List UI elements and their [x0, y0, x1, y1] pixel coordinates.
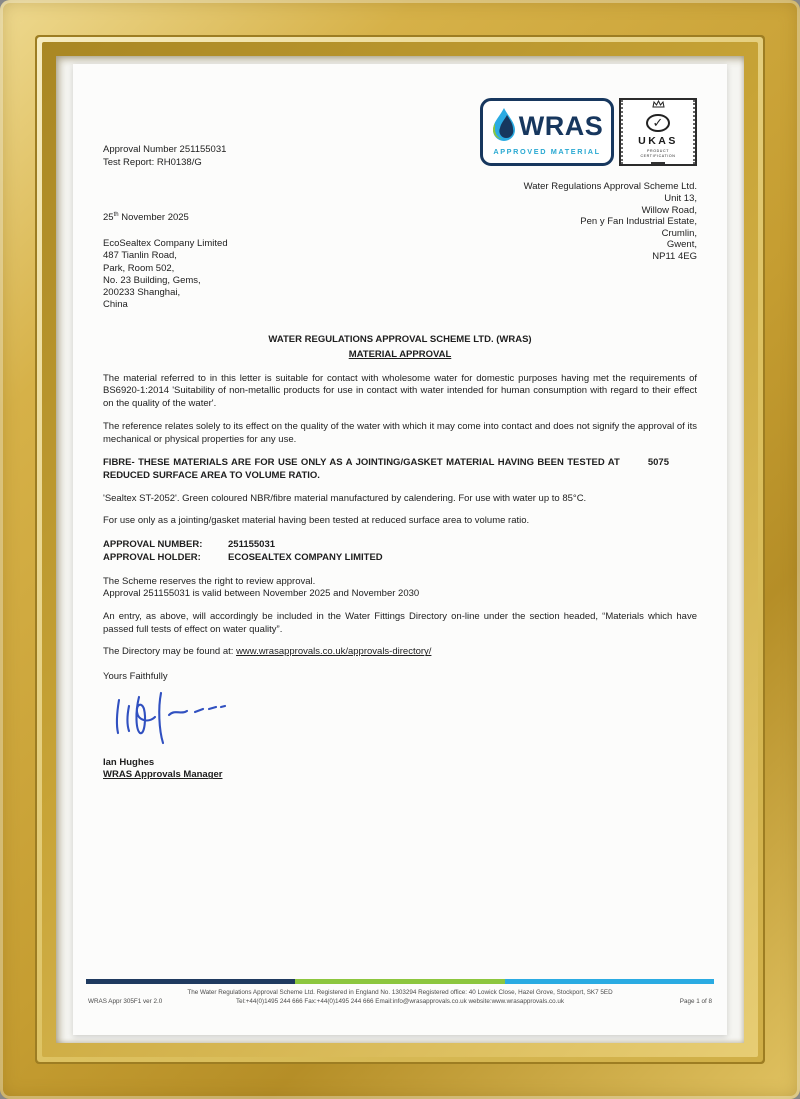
- wras-approved-material-logo: [480, 98, 614, 166]
- reference-block: [103, 144, 226, 169]
- sender-line: Unit 13,: [664, 193, 697, 205]
- approval-number-value: 251155031: [228, 539, 276, 551]
- ukas-wordmark: UKAS: [638, 134, 678, 147]
- approval-details: [103, 539, 697, 564]
- date-rest: November 2025: [118, 212, 189, 224]
- page-footer: [86, 979, 714, 1008]
- sender-line: Crumlin,: [661, 227, 697, 239]
- crown-icon: [652, 100, 665, 113]
- ukas-certification-label: CERTIFICATION: [640, 154, 676, 159]
- closing-salutation: Yours Faithfully: [103, 671, 168, 683]
- directory-link-line: [103, 646, 697, 659]
- review-line-2: Approval 251155031 is valid between November 2025 and November 2030: [103, 588, 420, 600]
- recipient-line: Park, Room 502,: [103, 262, 175, 274]
- fibre-statement: [103, 457, 697, 482]
- letter-header: [103, 98, 697, 169]
- paragraph-reference: The reference relates solely to its effect on the quality of the water with which it may come into contact and does not signify the approval of its mechanical or physical properties for any use.: [103, 420, 697, 445]
- title-line-2: MATERIAL APPROVAL: [348, 348, 452, 360]
- approval-number-line: Approval Number 251155031: [103, 144, 227, 155]
- paragraph-directory-entry: An entry, as above, will accordingly be included in the Water Fittings Directory on-line under the section headed, “Materials which have passed full tests of effect on water quality”.: [103, 611, 697, 635]
- recipient-line: 200233 Shanghai,: [103, 286, 181, 298]
- footer-bar-blue: [505, 979, 714, 984]
- sender-line: Water Regulations Approval Scheme Ltd.: [523, 181, 697, 193]
- signatory-name: Ian Hughes: [103, 756, 155, 768]
- paragraph-product: 'Sealtex ST-2052'. Green coloured NBR/fibre material manufactured by calendering. For use with water up to 85°C.: [103, 492, 587, 504]
- wras-logo-wordmark: WRAS: [518, 110, 604, 141]
- letter-page: [73, 64, 727, 1035]
- recipient-line: EcoSealtex Company Limited: [103, 238, 228, 250]
- letter-date: [103, 211, 228, 225]
- signatory-title: WRAS Approvals Manager: [103, 769, 223, 781]
- sender-line: Pen y Fan Industrial Estate,: [580, 216, 697, 228]
- mat-board: [56, 56, 744, 1043]
- test-report-line: Test Report: RH0138/G: [103, 156, 202, 168]
- approval-holder-value: ECOSEALTEX COMPANY LIMITED: [228, 551, 383, 563]
- approval-number-label: APPROVAL NUMBER:: [103, 539, 203, 551]
- date-suffix: th: [113, 212, 119, 219]
- paragraph-material: The material referred to in this letter is suitable for contact with wholesome water for domestic purposes having met the requirements of BS6920-1:2014 'Suitability of non-metallic products for use in contact with water intended for human consumption with regard to their effect on the quality of the water'.: [103, 372, 697, 410]
- directory-link-prefix: The Directory may be found at:: [103, 646, 237, 658]
- review-statement: [103, 576, 697, 601]
- sender-line: Willow Road,: [641, 204, 697, 216]
- approval-holder-row: [103, 552, 697, 565]
- footer-page-number: Page 1 of 8: [679, 997, 712, 1005]
- footer-text-block: [86, 988, 714, 1008]
- checkmark-icon: ✓: [646, 114, 670, 132]
- recipient-line: No. 23 Building, Gems,: [103, 274, 201, 286]
- water-drop-icon: [491, 107, 517, 146]
- footer-registration-line: The Water Regulations Approval Scheme Ltd. Registered in England No. 1303294 Registered office: 40 Lowick Close, Hazel Grove, Stockport, SK7 5ED: [187, 988, 613, 996]
- approval-holder-label: APPROVAL HOLDER:: [103, 551, 201, 563]
- address-row: [103, 181, 697, 311]
- logo-group: [480, 98, 697, 166]
- ukas-certification-mark: [619, 98, 697, 166]
- title-line-1: WATER REGULATIONS APPROVAL SCHEME LTD. (WRAS): [268, 334, 532, 346]
- approval-number-row: [103, 539, 697, 552]
- fibre-section-code: 5075: [647, 457, 669, 469]
- footer-bar-navy: [86, 979, 295, 984]
- footer-bar-green: [295, 979, 504, 984]
- ukas-perforated-border: [621, 100, 695, 164]
- sender-line: NP11 4EG: [652, 250, 697, 262]
- wras-logo-tagline: APPROVED MATERIAL: [493, 147, 601, 157]
- handwritten-signature: [109, 688, 697, 751]
- directory-url-link[interactable]: www.wrasapprovals.co.uk/approvals-directory/: [236, 646, 432, 658]
- footer-color-bar: [86, 979, 714, 984]
- review-line-1: The Scheme reserves the right to review approval.: [103, 575, 316, 587]
- letter-title: [103, 333, 697, 362]
- paragraph-use: For use only as a jointing/gasket material having been tested at reduced surface area to volume ratio.: [103, 515, 530, 527]
- ukas-product-label: PRODUCT: [647, 148, 669, 153]
- sender-line: Gwent,: [666, 239, 697, 251]
- ukas-number-mark: [651, 162, 665, 164]
- recipient-column: [103, 181, 228, 311]
- footer-document-ref: WRAS Appr 305F1 ver 2.0: [88, 997, 163, 1005]
- footer-contact-line: Tel:+44(0)1495 244 666 Fax:+44(0)1495 244 666 Email:info@wrasapprovals.co.uk website:www.wrasapprovals.co.uk: [235, 998, 565, 1006]
- wras-logo-top: [491, 107, 604, 146]
- date-day: 25: [103, 212, 114, 224]
- recipient-line: China: [103, 299, 128, 311]
- footer-center-text: [155, 988, 645, 1008]
- recipient-line: 487 Tianlin Road,: [103, 250, 177, 262]
- fibre-text: FIBRE- THESE MATERIALS ARE FOR USE ONLY AS A JOINTING/GASKET MATERIAL HAVING BEEN TESTED AT REDUCED SURFACE AREA TO VOLUME RATIO.: [103, 457, 620, 481]
- sender-address: [524, 181, 697, 311]
- recipient-address: [103, 238, 228, 311]
- letter-content: [73, 64, 727, 1035]
